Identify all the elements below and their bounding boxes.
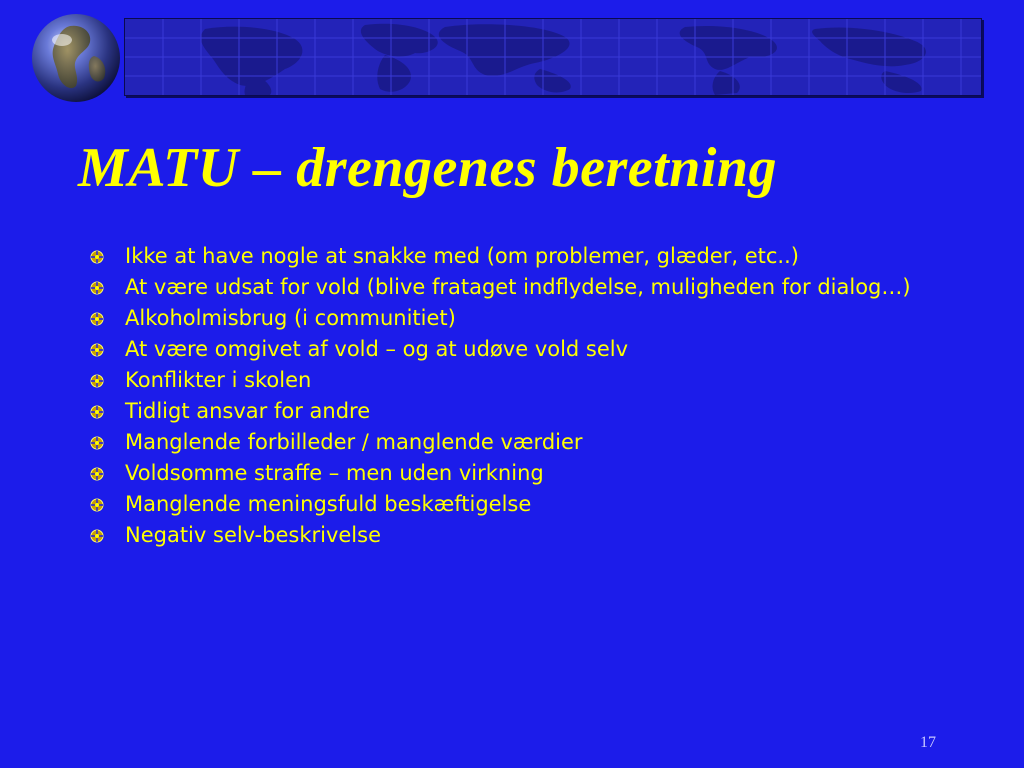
- bullet-item: [90, 523, 950, 548]
- bullet-item: [90, 337, 950, 362]
- bullet-item: [90, 306, 950, 331]
- compass-bullet-icon: [90, 529, 104, 543]
- bullet-item: [90, 492, 950, 517]
- bullet-item: [90, 244, 950, 269]
- compass-bullet-icon: [90, 436, 104, 450]
- compass-bullet-icon: [90, 498, 104, 512]
- bullet-text: At være omgivet af vold – og at udøve vold selv: [125, 337, 629, 361]
- bullet-list: [90, 244, 950, 554]
- bullet-item: [90, 275, 950, 300]
- slide-title: MATU – drengenes beretning: [78, 137, 778, 199]
- compass-bullet-icon: [90, 250, 104, 264]
- bullet-text: At være udsat for vold (blive frataget indflydelse, muligheden for dialog…): [125, 275, 911, 299]
- bullet-text: Manglende forbilleder / manglende værdier: [125, 430, 583, 454]
- bullet-text: Ikke at have nogle at snakke med (om problemer, glæder, etc..): [125, 244, 799, 268]
- bullet-text: Negativ selv-beskrivelse: [125, 523, 381, 547]
- globe-icon: [30, 12, 122, 104]
- world-map-banner: [124, 18, 982, 96]
- bullet-text: Manglende meningsfuld beskæftigelse: [125, 492, 532, 516]
- bullet-text: Voldsomme straffe – men uden virkning: [125, 461, 544, 485]
- bullet-item: [90, 399, 950, 424]
- bullet-text: Konflikter i skolen: [125, 368, 312, 392]
- page-number: 17: [920, 734, 936, 751]
- compass-bullet-icon: [90, 374, 104, 388]
- bullet-item: [90, 461, 950, 486]
- bullet-text: Alkoholmisbrug (i communitiet): [125, 306, 456, 330]
- world-map-graphic: [125, 19, 981, 95]
- bullet-item: [90, 368, 950, 393]
- compass-bullet-icon: [90, 281, 104, 295]
- bullet-text: Tidligt ansvar for andre: [125, 399, 371, 423]
- compass-bullet-icon: [90, 405, 104, 419]
- compass-bullet-icon: [90, 343, 104, 357]
- bullet-item: [90, 430, 950, 455]
- compass-bullet-icon: [90, 467, 104, 481]
- compass-bullet-icon: [90, 312, 104, 326]
